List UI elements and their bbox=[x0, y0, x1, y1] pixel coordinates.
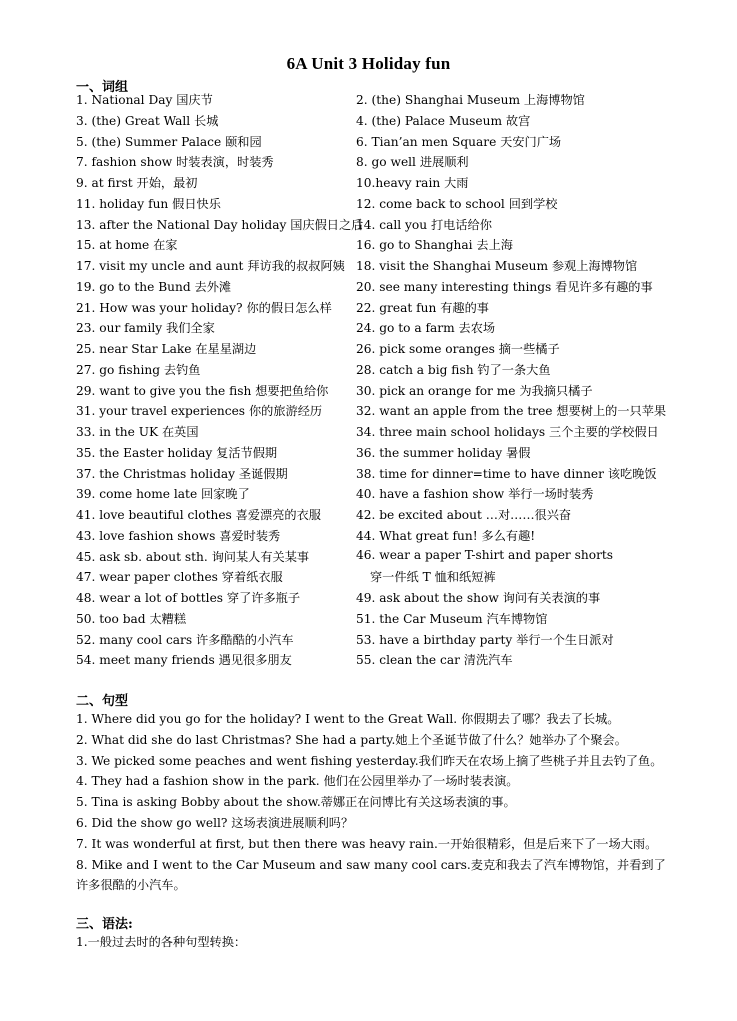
sentence-line: 2. What did she do last Christmas? She had a party.她上个圣诞节做了什么？她举办了个聚会。 bbox=[76, 732, 627, 747]
phrase-right: 28. catch a big fish 钓了一条大鱼 bbox=[356, 362, 551, 377]
phrase-row bbox=[0, 257, 737, 277]
phrase-right: 10.heavy rain 大雨 bbox=[356, 176, 469, 190]
phrase-row bbox=[0, 195, 737, 215]
phrase-row bbox=[0, 174, 737, 194]
sentence-line: 许多很酷的小汽车。 bbox=[76, 878, 186, 893]
phrase-row bbox=[0, 444, 737, 464]
phrase-row bbox=[0, 506, 737, 526]
phrase-left: 41. love beautiful clothes 喜爱漂亮的衣服 bbox=[76, 508, 321, 522]
phrase-left: 1. National Day 国庆节 bbox=[76, 93, 213, 107]
phrase-left: 27. go fishing 去钓鱼 bbox=[76, 362, 201, 377]
phrase-row bbox=[0, 485, 737, 505]
sentence-line: 8. Mike and I went to the Car Museum and saw many cool cars.麦克和我去了汽车博物馆，并看到了 bbox=[76, 857, 666, 872]
phrase-row bbox=[0, 589, 737, 609]
phrase-right: 51. the Car Museum 汽车博物馆 bbox=[356, 611, 548, 626]
phrase-right: 36. the summer holiday 暑假 bbox=[356, 445, 531, 460]
phrase-left: 43. love fashion shows 喜爱时装秀 bbox=[76, 528, 281, 543]
phrase-right: 8. go well 进展顺利 bbox=[356, 155, 469, 170]
phrase-left: 17. visit my uncle and aunt 拜访我的叔叔阿姨 bbox=[76, 259, 345, 273]
sentence-line: 7. It was wonderful at first, but then there was heavy rain.一开始很精彩，但是后来下了一场大雨。 bbox=[76, 836, 658, 851]
phrase-left: 47. wear paper clothes 穿着纸衣服 bbox=[76, 570, 283, 585]
phrase-left: 11. holiday fun 假日快乐 bbox=[76, 196, 221, 211]
phrase-right: 6. Tian’an men Square 天安门广场 bbox=[356, 134, 562, 149]
phrase-left: 31. your travel experiences 你的旅游经历 bbox=[76, 404, 323, 419]
phrase-row bbox=[0, 153, 737, 173]
phrase-row bbox=[0, 465, 737, 485]
phrase-row bbox=[0, 610, 737, 630]
phrase-row bbox=[0, 361, 737, 381]
page-title: 6A Unit 3 Holiday fun bbox=[286, 54, 451, 73]
phrase-right: 穿一件纸 T 恤和纸短裤 bbox=[370, 570, 496, 585]
phrase-right: 53. have a birthday party 举行一个生日派对 bbox=[356, 632, 614, 647]
phrase-right: 12. come back to school 回到学校 bbox=[356, 196, 558, 211]
phrase-left: 23. our family 我们全家 bbox=[76, 321, 215, 336]
phrase-left: 33. in the UK 在英国 bbox=[76, 425, 199, 439]
phrase-row bbox=[0, 548, 737, 568]
phrase-right: 42. be excited about …对……很兴奋 bbox=[356, 508, 572, 522]
section-heading-grammar: 三、语法: bbox=[76, 917, 133, 932]
phrase-row bbox=[0, 651, 737, 671]
phrase-row bbox=[0, 91, 737, 111]
phrase-left: 35. the Easter holiday 复活节假期 bbox=[76, 445, 278, 460]
phrase-row bbox=[0, 402, 737, 422]
phrase-row bbox=[0, 112, 737, 132]
sentence-line: 4. They had a fashion show in the park. 他们在公园里举办了一场时装表演。 bbox=[76, 774, 519, 789]
phrase-right: 24. go to a farm 去农场 bbox=[356, 321, 496, 336]
phrase-row bbox=[0, 216, 737, 236]
section-heading-sentences: 二、句型 bbox=[76, 694, 129, 709]
sentence-line: 6. Did the show go well? 这场表演进展顺利吗？ bbox=[76, 816, 354, 830]
phrase-row bbox=[0, 340, 737, 360]
phrase-right: 4. (the) Palace Museum 故宫 bbox=[356, 113, 531, 128]
phrase-left: 15. at home 在家 bbox=[76, 238, 178, 253]
phrase-left: 21. How was your holiday? 你的假日怎么样 bbox=[76, 300, 332, 315]
sentence-line: 5. Tina is asking Bobby about the show.蒂娜正在问博比有关这场表演的事。 bbox=[76, 795, 516, 810]
sentence-line: 1. Where did you go for the holiday? I went to the Great Wall. 你假期去了哪？我去了长城。 bbox=[76, 712, 620, 726]
section-heading-phrases: 一、词组 bbox=[76, 80, 129, 95]
phrase-row bbox=[0, 382, 737, 402]
phrase-right: 44. What great fun! 多么有趣! bbox=[356, 528, 536, 543]
phrase-left: 39. come home late 回家晚了 bbox=[76, 487, 250, 502]
phrase-row bbox=[0, 568, 737, 588]
phrase-right: 16. go to Shanghai 去上海 bbox=[356, 238, 513, 253]
phrase-row bbox=[0, 527, 737, 547]
phrase-row bbox=[0, 631, 737, 651]
phrase-left: 50. too bad 太糟糕 bbox=[76, 611, 187, 626]
sentence-line: 3. We picked some peaches and went fishing yesterday.我们昨天在农场上摘了些桃子并且去钓了鱼。 bbox=[76, 753, 663, 768]
phrase-right: 20. see many interesting things 看见许多有趣的事 bbox=[356, 279, 653, 294]
phrase-right: 46. wear a paper T-shirt and paper shorts bbox=[356, 547, 614, 562]
phrase-right: 26. pick some oranges 摘一些橘子 bbox=[356, 342, 560, 356]
phrase-right: 32. want an apple from the tree 想要树上的一只苹果 bbox=[356, 404, 667, 419]
phrase-left: 52. many cool cars 许多酷酷的小汽车 bbox=[76, 632, 294, 647]
phrase-right: 34. three main school holidays 三个主要的学校假日 bbox=[356, 425, 659, 439]
phrase-left: 5. (the) Summer Palace 颐和园 bbox=[76, 134, 262, 149]
phrase-left: 45. ask sb. about sth. 询问某人有关某事 bbox=[76, 549, 310, 564]
phrase-right: 40. have a fashion show 举行一场时装秀 bbox=[356, 487, 594, 502]
phrase-left: 29. want to give you the fish 想要把鱼给你 bbox=[76, 383, 329, 398]
phrase-left: 48. wear a lot of bottles 穿了许多瓶子 bbox=[76, 591, 301, 605]
phrase-row bbox=[0, 299, 737, 319]
phrase-row bbox=[0, 278, 737, 298]
phrase-right: 38. time for dinner=time to have dinner 该吃晚饭 bbox=[356, 466, 657, 481]
phrase-left: 54. meet many friends 遇见很多朋友 bbox=[76, 653, 292, 668]
phrase-row bbox=[0, 133, 737, 153]
phrase-left: 13. after the National Day holiday 国庆假日之后 bbox=[76, 217, 364, 232]
phrase-right: 14. call you 打电话给你 bbox=[356, 217, 492, 232]
phrase-right: 30. pick an orange for me 为我摘只橘子 bbox=[356, 383, 593, 398]
phrase-left: 37. the Christmas holiday 圣诞假期 bbox=[76, 466, 288, 481]
phrase-row bbox=[0, 236, 737, 256]
phrase-left: 25. near Star Lake 在星星湖边 bbox=[76, 342, 257, 356]
phrase-row bbox=[0, 423, 737, 443]
phrase-right: 55. clean the car 清洗汽车 bbox=[356, 653, 513, 668]
phrase-right: 2. (the) Shanghai Museum 上海博物馆 bbox=[356, 93, 585, 107]
phrase-left: 19. go to the Bund 去外滩 bbox=[76, 279, 232, 294]
phrase-left: 7. fashion show 时装表演，时装秀 bbox=[76, 155, 274, 170]
phrase-left: 3. (the) Great Wall 长城 bbox=[76, 113, 219, 128]
phrase-left: 9. at first 开始，最初 bbox=[76, 176, 198, 190]
phrase-right: 18. visit the Shanghai Museum 参观上海博物馆 bbox=[356, 259, 638, 273]
phrase-right: 49. ask about the show 询问有关表演的事 bbox=[356, 591, 601, 605]
phrase-row bbox=[0, 319, 737, 339]
phrase-right: 22. great fun 有趣的事 bbox=[356, 300, 489, 315]
grammar-line: 1.一般过去时的各种句型转换： bbox=[76, 935, 247, 949]
